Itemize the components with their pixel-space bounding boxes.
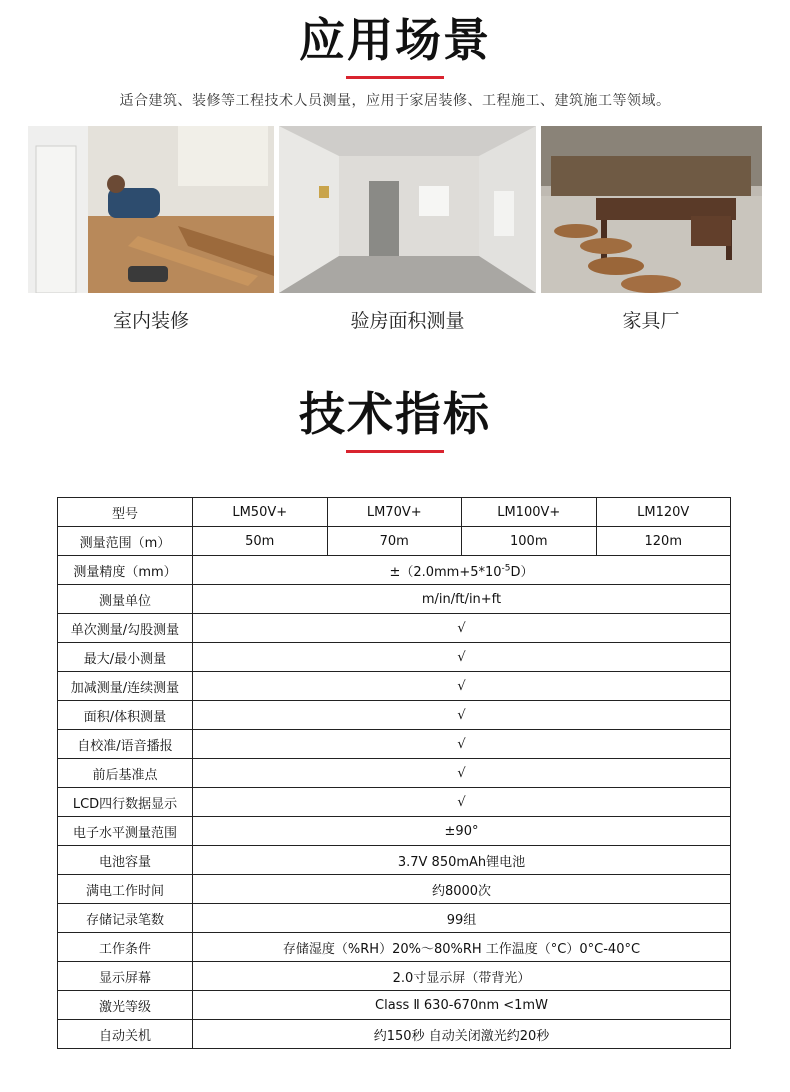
spec-value: √ <box>193 672 731 701</box>
spec-label: 前后基准点 <box>58 759 193 788</box>
table-row <box>58 498 731 527</box>
spec-value: √ <box>193 788 731 817</box>
spec-label: 测量单位 <box>58 585 193 614</box>
spec-value: 约8000次 <box>193 875 731 904</box>
photo-caption: 验房面积测量 <box>350 310 465 332</box>
spec-label: 工作条件 <box>58 933 193 962</box>
accuracy-exponent: -5 <box>501 563 511 574</box>
table-row <box>58 817 731 846</box>
spec-table <box>57 497 731 1049</box>
spec-value: 3.7V 850mAh锂电池 <box>193 846 731 875</box>
spec-value: √ <box>193 730 731 759</box>
table-row <box>58 527 731 556</box>
scenes-title-underline <box>346 76 444 79</box>
table-row <box>58 672 731 701</box>
spec-value: 2.0寸显示屏（带背光） <box>193 962 731 991</box>
table-row <box>58 556 731 585</box>
spec-label: 面积/体积测量 <box>58 701 193 730</box>
table-row <box>58 730 731 759</box>
table-row <box>58 904 731 933</box>
model-cell: LM70V+ <box>327 498 462 527</box>
spec-label: 满电工作时间 <box>58 875 193 904</box>
scenes-intro: 适合建筑、装修等工程技术人员测量，应用于家居装修、工程施工、建筑施工等领域。 <box>119 93 671 109</box>
table-row <box>58 846 731 875</box>
spec-label: 测量精度（mm） <box>58 556 193 585</box>
table-row <box>58 614 731 643</box>
spec-value: m/in/ft/in+ft <box>193 585 731 614</box>
spec-value: √ <box>193 614 731 643</box>
spec-label: 显示屏幕 <box>58 962 193 991</box>
spec-label: 自校准/语音播报 <box>58 730 193 759</box>
accuracy-value <box>193 556 731 585</box>
scenes-title: 应用场景 <box>299 13 491 67</box>
table-row <box>58 962 731 991</box>
range-cell: 100m <box>462 527 597 556</box>
model-cell: LM120V <box>596 498 731 527</box>
accuracy-tail: D） <box>510 564 534 580</box>
spec-value: 约150秒 自动关闭激光约20秒 <box>193 1020 731 1049</box>
photo-caption: 室内装修 <box>112 310 189 332</box>
spec-label: 电池容量 <box>58 846 193 875</box>
interior-renovation-photo <box>28 126 274 293</box>
spec-label: 单次测量/勾股测量 <box>58 614 193 643</box>
spec-label: 加减测量/连续测量 <box>58 672 193 701</box>
spec-value: √ <box>193 701 731 730</box>
table-row <box>58 643 731 672</box>
spec-value: ±90° <box>193 817 731 846</box>
spec-label: 自动关机 <box>58 1020 193 1049</box>
table-row <box>58 585 731 614</box>
table-row <box>58 759 731 788</box>
specs-title-underline <box>346 450 444 453</box>
spec-label: 电子水平测量范围 <box>58 817 193 846</box>
range-cell: 70m <box>327 527 462 556</box>
range-cell: 50m <box>193 527 328 556</box>
spec-value: Class Ⅱ 630-670nm <1mW <box>193 991 731 1020</box>
spec-label: LCD四行数据显示 <box>58 788 193 817</box>
table-row <box>58 933 731 962</box>
spec-label: 测量范围（m） <box>58 527 193 556</box>
table-row <box>58 1020 731 1049</box>
accuracy-main: ±（2.0mm+5*10 <box>389 564 502 580</box>
photo-caption: 家具厂 <box>622 310 680 332</box>
spec-label: 最大/最小测量 <box>58 643 193 672</box>
table-row <box>58 701 731 730</box>
range-cell: 120m <box>596 527 731 556</box>
table-row <box>58 788 731 817</box>
spec-value: √ <box>193 643 731 672</box>
furniture-factory-photo <box>541 126 762 293</box>
spec-label: 激光等级 <box>58 991 193 1020</box>
table-row <box>58 875 731 904</box>
model-cell: LM100V+ <box>462 498 597 527</box>
model-cell: LM50V+ <box>193 498 328 527</box>
specs-title: 技术指标 <box>299 387 491 441</box>
spec-label: 型号 <box>58 498 193 527</box>
spec-value: 99组 <box>193 904 731 933</box>
spec-value: √ <box>193 759 731 788</box>
table-row <box>58 991 731 1020</box>
spec-value: 存储湿度（%RH）20%～80%RH 工作温度（°C）0°C-40°C <box>193 933 731 962</box>
spec-label: 存储记录笔数 <box>58 904 193 933</box>
spec-rows <box>58 585 731 1049</box>
house-inspection-photo <box>279 126 536 293</box>
